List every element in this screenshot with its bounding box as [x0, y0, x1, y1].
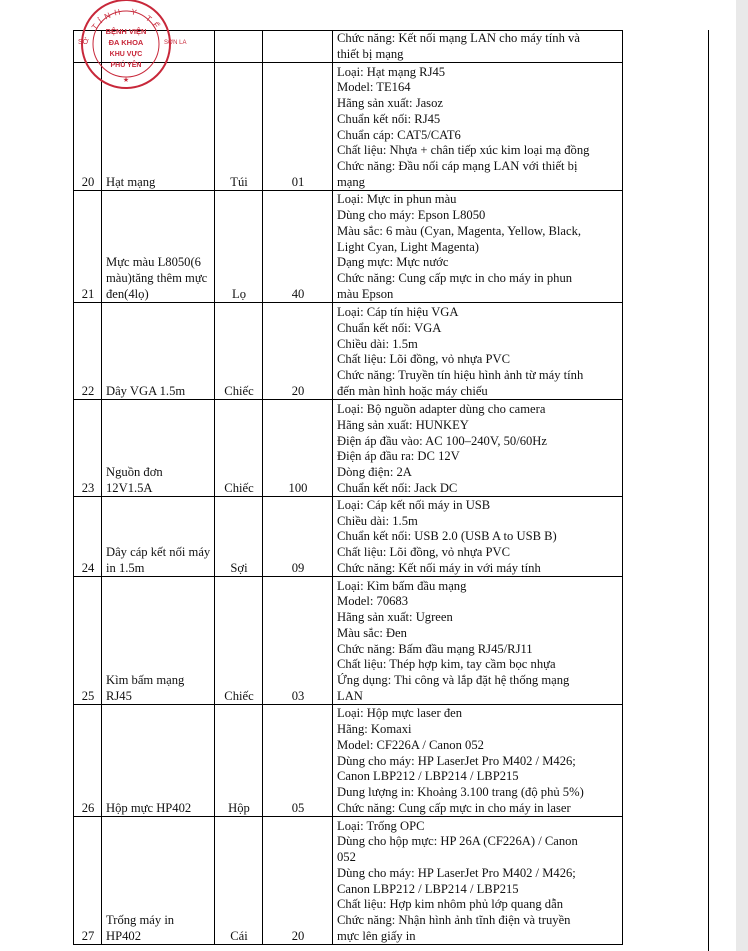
hospital-seal-stamp: [64, 0, 188, 100]
spec-line: Chức năng: Cung cấp mực in cho máy in laser: [337, 800, 571, 815]
row-number: 25: [74, 577, 102, 705]
row-number: 27: [74, 817, 102, 945]
row-number: 23: [74, 400, 102, 497]
spec-line: Dùng cho máy: HP LaserJet Pro M402 / M426;: [337, 753, 576, 768]
item-spec: [333, 497, 623, 577]
seal-line-3: KHU VỰC: [109, 51, 143, 58]
row-number: 22: [74, 303, 102, 400]
item-quantity: 40: [263, 191, 333, 303]
spec-line: Dung lượng in: Khoảng 3.100 trang (độ phủ 5%): [337, 785, 584, 799]
spec-line: Hãng sản xuất: Ugreen: [337, 610, 453, 625]
spec-line: Model: TE164: [337, 80, 411, 95]
spec-line: Loại: Cáp kết nối máy in USB: [337, 497, 491, 512]
spec-line: Dạng mực: Mực nước: [337, 255, 449, 270]
spec-line: Dùng cho máy: Epson L8050: [337, 208, 486, 223]
item-spec: [333, 817, 623, 945]
item-quantity: 01: [263, 63, 333, 191]
equipment-spec-table: [73, 30, 623, 945]
seal-line-2: ĐA KHOA: [108, 38, 144, 47]
viewer-side-margin: [736, 0, 748, 951]
spec-line: Light Cyan, Light Magenta): [337, 239, 479, 254]
item-unit: Chiếc: [215, 400, 263, 497]
spec-line: Loại: Bộ nguồn adapter dùng cho camera: [337, 402, 546, 417]
spec-line: Màu sắc: 6 màu (Cyan, Magenta, Yellow, Black,: [337, 223, 582, 238]
item-name: Kìm bấm mạng RJ45: [102, 577, 215, 705]
spec-line: Chức năng: Kết nối máy in với máy tính: [337, 560, 541, 575]
item-quantity: 09: [263, 497, 333, 577]
spec-line: Chuẩn cáp: CAT5/CAT6: [337, 127, 461, 142]
seal-arc-right: SƠN LA: [164, 40, 187, 46]
spec-line: Loại: Mực in phun màu: [337, 192, 457, 207]
item-spec: [333, 63, 623, 191]
spec-line: thiết bị mạng: [337, 46, 404, 61]
spec-line: Chất liệu: Nhựa + chân tiếp xúc kim loại mạ đồng: [337, 143, 590, 158]
spec-line: Hãng sản xuất: HUNKEY: [337, 417, 469, 432]
spec-line: Dùng cho hộp mực: HP 26A (CF226A) / Canon: [337, 834, 578, 849]
item-unit: Hộp: [215, 705, 263, 817]
item-name: Nguồn đơn 12V1.5A: [102, 400, 215, 497]
spec-line: Loại: Hạt mạng RJ45: [337, 64, 446, 79]
item-unit: Sợi: [215, 497, 263, 577]
spec-line: Điện áp đầu ra: DC 12V: [337, 449, 460, 464]
spec-line: Dòng điện: 2A: [337, 465, 412, 479]
table-row: [74, 577, 623, 705]
item-quantity: [263, 31, 333, 63]
spec-line: đến màn hình hoặc máy chiếu: [337, 383, 488, 398]
item-name: Dây cáp kết nối máy in 1.5m: [102, 497, 215, 577]
spec-line: Ứng dụng: Thi công và lắp đặt hệ thống mạng: [337, 673, 570, 687]
spec-line: Chức năng: Truyền tín hiệu hình ảnh từ máy tính: [337, 368, 584, 382]
spec-line: Hãng: Komaxi: [337, 722, 412, 737]
item-spec: [333, 303, 623, 400]
spec-line: Màu sắc: Đen: [337, 625, 407, 640]
item-quantity: 100: [263, 400, 333, 497]
spec-line: Chức năng: Nhận hình ảnh tĩnh điện và truyền: [337, 913, 571, 927]
item-unit: Chiếc: [215, 303, 263, 400]
item-spec: [333, 577, 623, 705]
spec-line: Loại: Cáp tín hiệu VGA: [337, 305, 459, 320]
item-name: Trống máy in HP402: [102, 817, 215, 945]
item-quantity: 03: [263, 577, 333, 705]
item-name: Hộp mực HP402: [102, 705, 215, 817]
seal-line-4: PHÚ YÊN: [110, 62, 142, 69]
spec-line: Điện áp đầu vào: AC 100–240V, 50/60Hz: [337, 433, 547, 448]
spec-line: LAN: [337, 688, 363, 703]
item-unit: Chiếc: [215, 577, 263, 705]
item-spec: [333, 400, 623, 497]
seal-arc-top: TỈNH Y TẾ: [89, 6, 164, 34]
spec-line: mạng: [337, 174, 365, 189]
spec-line: màu Epson: [337, 286, 394, 301]
item-spec: [333, 31, 623, 63]
item-name: Hạt mạng: [102, 63, 215, 191]
table-row: [74, 303, 623, 400]
row-number: 20: [74, 63, 102, 191]
spec-line: Chất liệu: Lõi đồng, vỏ nhựa PVC: [337, 545, 510, 559]
spec-line: Loại: Hộp mực laser đen: [337, 706, 463, 721]
spec-line: Loại: Kìm bấm đầu mạng: [337, 578, 467, 593]
item-quantity: 05: [263, 705, 333, 817]
spec-line: Chất liệu: Thép hợp kim, tay cầm bọc nhựa: [337, 657, 556, 672]
row-number: 21: [74, 191, 102, 303]
table-row: [74, 817, 623, 945]
spec-line: Chuẩn kết nối: VGA: [337, 320, 442, 335]
seal-star-icon: ★: [122, 77, 130, 84]
spec-line: Model: CF226A / Canon 052: [337, 737, 484, 752]
spec-line: mực lên giấy in: [337, 928, 416, 943]
item-quantity: 20: [263, 303, 333, 400]
spec-line: Chức năng: Đầu nối cáp mạng LAN với thiết bị: [337, 159, 578, 173]
table-body: [74, 31, 623, 945]
item-name: Mực màu L8050(6 màu)tăng thêm mực đen(4lọ): [102, 191, 215, 303]
spec-line: Hãng sản xuất: Jasoz: [337, 96, 443, 111]
row-number: 26: [74, 705, 102, 817]
seal-arc-left: SỞ: [78, 39, 89, 46]
spec-line: Chức năng: Kết nối mạng LAN cho máy tính và: [337, 31, 580, 45]
spec-line: Chiều dài: 1.5m: [337, 513, 418, 528]
table-row: [74, 191, 623, 303]
spec-line: Canon LBP212 / LBP214 / LBP215: [337, 769, 519, 784]
spec-line: 052: [337, 850, 356, 865]
table-row: [74, 497, 623, 577]
spec-line: Chuẩn kết nối: RJ45: [337, 111, 441, 126]
item-name: Dây VGA 1.5m: [102, 303, 215, 400]
item-unit: Túi: [215, 63, 263, 191]
table-row: [74, 705, 623, 817]
row-number: 24: [74, 497, 102, 577]
spec-line: Chuẩn kết nối: Jack DC: [337, 480, 458, 495]
spec-line: Chức năng: Cung cấp mực in cho máy in phun: [337, 271, 573, 285]
item-unit: Cái: [215, 817, 263, 945]
spec-line: Chức năng: Bấm đầu mạng RJ45/RJ11: [337, 641, 533, 656]
page-border-line: [708, 30, 709, 951]
spec-line: Chất liệu: Lõi đồng, vỏ nhựa PVC: [337, 352, 510, 367]
item-spec: [333, 705, 623, 817]
spec-line: Chuẩn kết nối: USB 2.0 (USB A to USB B): [337, 529, 557, 544]
spec-line: Chiều dài: 1.5m: [337, 336, 418, 351]
spec-line: Loại: Trống OPC: [337, 818, 425, 833]
item-unit: Lọ: [215, 191, 263, 303]
item-spec: [333, 191, 623, 303]
spec-line: Chất liệu: Hợp kim nhôm phủ lớp quang dẫn: [337, 897, 563, 912]
table-row: [74, 400, 623, 497]
item-quantity: 20: [263, 817, 333, 945]
spec-line: Canon LBP212 / LBP214 / LBP215: [337, 881, 519, 896]
spec-line: Dùng cho máy: HP LaserJet Pro M402 / M426;: [337, 865, 576, 880]
seal-line-1: BỆNH VIỆN: [105, 27, 147, 36]
spec-line: Model: 70683: [337, 594, 409, 609]
item-unit: [215, 31, 263, 63]
